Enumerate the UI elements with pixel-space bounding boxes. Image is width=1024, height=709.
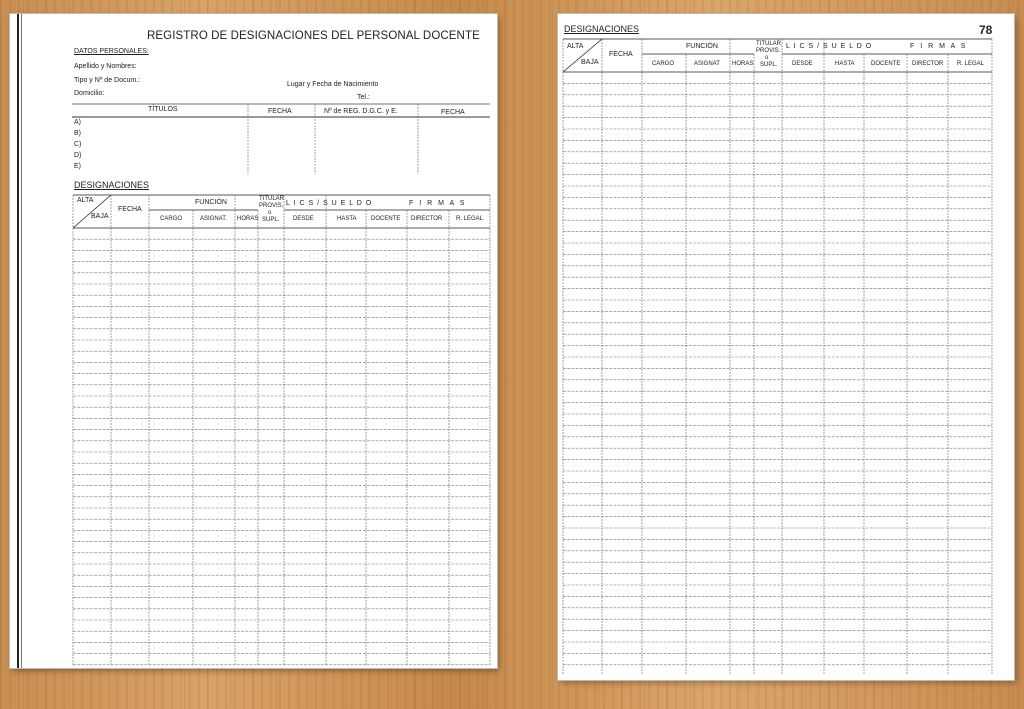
titulo-row-e: E) [74, 163, 81, 170]
registro-header: Nº de REG. D.G.C. y E. [324, 108, 398, 115]
o-header-right: o [765, 55, 769, 61]
page-title: REGISTRO DE DESIGNACIONES DEL PERSONAL DOCENTE [147, 30, 480, 42]
titular-header: TITULAR [259, 196, 285, 202]
fecha-col-header: FECHA [118, 206, 142, 213]
rlegal-header: R. LEGAL [456, 216, 484, 222]
right-page [558, 14, 1014, 680]
fecha-header: FECHA [268, 108, 292, 115]
baja-header-right: BAJA [581, 59, 599, 66]
provis-header-right: PROVIS. [756, 48, 781, 54]
designaciones-grid-right [558, 14, 1014, 680]
funcion-header-right: FUNCIÓN [686, 43, 718, 50]
designaciones-grid-left [10, 14, 497, 668]
page-number: 78 [979, 23, 993, 37]
firmas-header-right: F I R M A S [910, 43, 968, 50]
rlegal-header-right: R. LEGAL [957, 61, 985, 67]
alta-header: ALTA [77, 197, 94, 204]
personal-data-heading: DATOS PERSONALES: [74, 48, 149, 55]
lic-sueldo-header: L I C S / S U E L D O [286, 200, 373, 207]
supl-header-right: SUPL. [760, 62, 778, 68]
documento-label: Tipo y Nº de Docum.: [74, 77, 141, 84]
docente-header-right: DOCENTE [871, 61, 901, 67]
titulos-header: TÍTULOS [148, 106, 178, 113]
domicilio-label: Domicilio: [74, 90, 105, 97]
nacimiento-label: Lugar y Fecha de Nacimiento [287, 81, 379, 88]
horas-header-right: HORAS [732, 61, 754, 67]
alta-header-right: ALTA [567, 43, 584, 50]
cargo-header-right: CARGO [652, 61, 675, 67]
titular-header-right: TITULAR [756, 41, 782, 47]
designaciones-heading-left: DESIGNACIONES [74, 180, 150, 190]
supl-header: SUPL. [262, 217, 280, 223]
apellido-label: Apellido y Nombres: [74, 63, 137, 70]
funcion-header: FUNCIÓN [195, 199, 227, 206]
titulo-row-c: C) [74, 141, 82, 148]
hasta-header: HASTA [337, 216, 357, 222]
o-header: o [268, 210, 272, 216]
horas-header: HORAS [237, 216, 259, 222]
firmas-header: F I R M A S [409, 200, 467, 207]
desde-header-right: DESDE [792, 61, 813, 67]
lic-sueldo-header-right: L I C S / S U E L D O [786, 43, 873, 50]
hasta-header-right: HASTA [835, 61, 855, 67]
titulo-row-b: B) [74, 130, 81, 137]
titulo-row-d: D) [74, 152, 82, 159]
asignat-header: ASIGNAT. [200, 216, 227, 222]
director-header-right: DIRECTOR [912, 61, 944, 67]
cargo-header: CARGO [160, 216, 183, 222]
director-header: DIRECTOR [411, 216, 443, 222]
fecha-col-header-right: FECHA [609, 51, 633, 58]
designaciones-heading-right: DESIGNACIONES [564, 24, 640, 34]
left-page [10, 14, 497, 668]
telefono-label: Tel.: [357, 94, 370, 101]
provis-header: PROVIS. [259, 203, 284, 209]
fecha-header-2: FECHA [441, 109, 465, 116]
docente-header: DOCENTE [371, 216, 401, 222]
asignat-header-right: ASIGNAT [694, 61, 720, 67]
desde-header: DESDE [293, 216, 314, 222]
titulo-row-a: A) [74, 119, 81, 126]
baja-header: BAJA [91, 213, 109, 220]
